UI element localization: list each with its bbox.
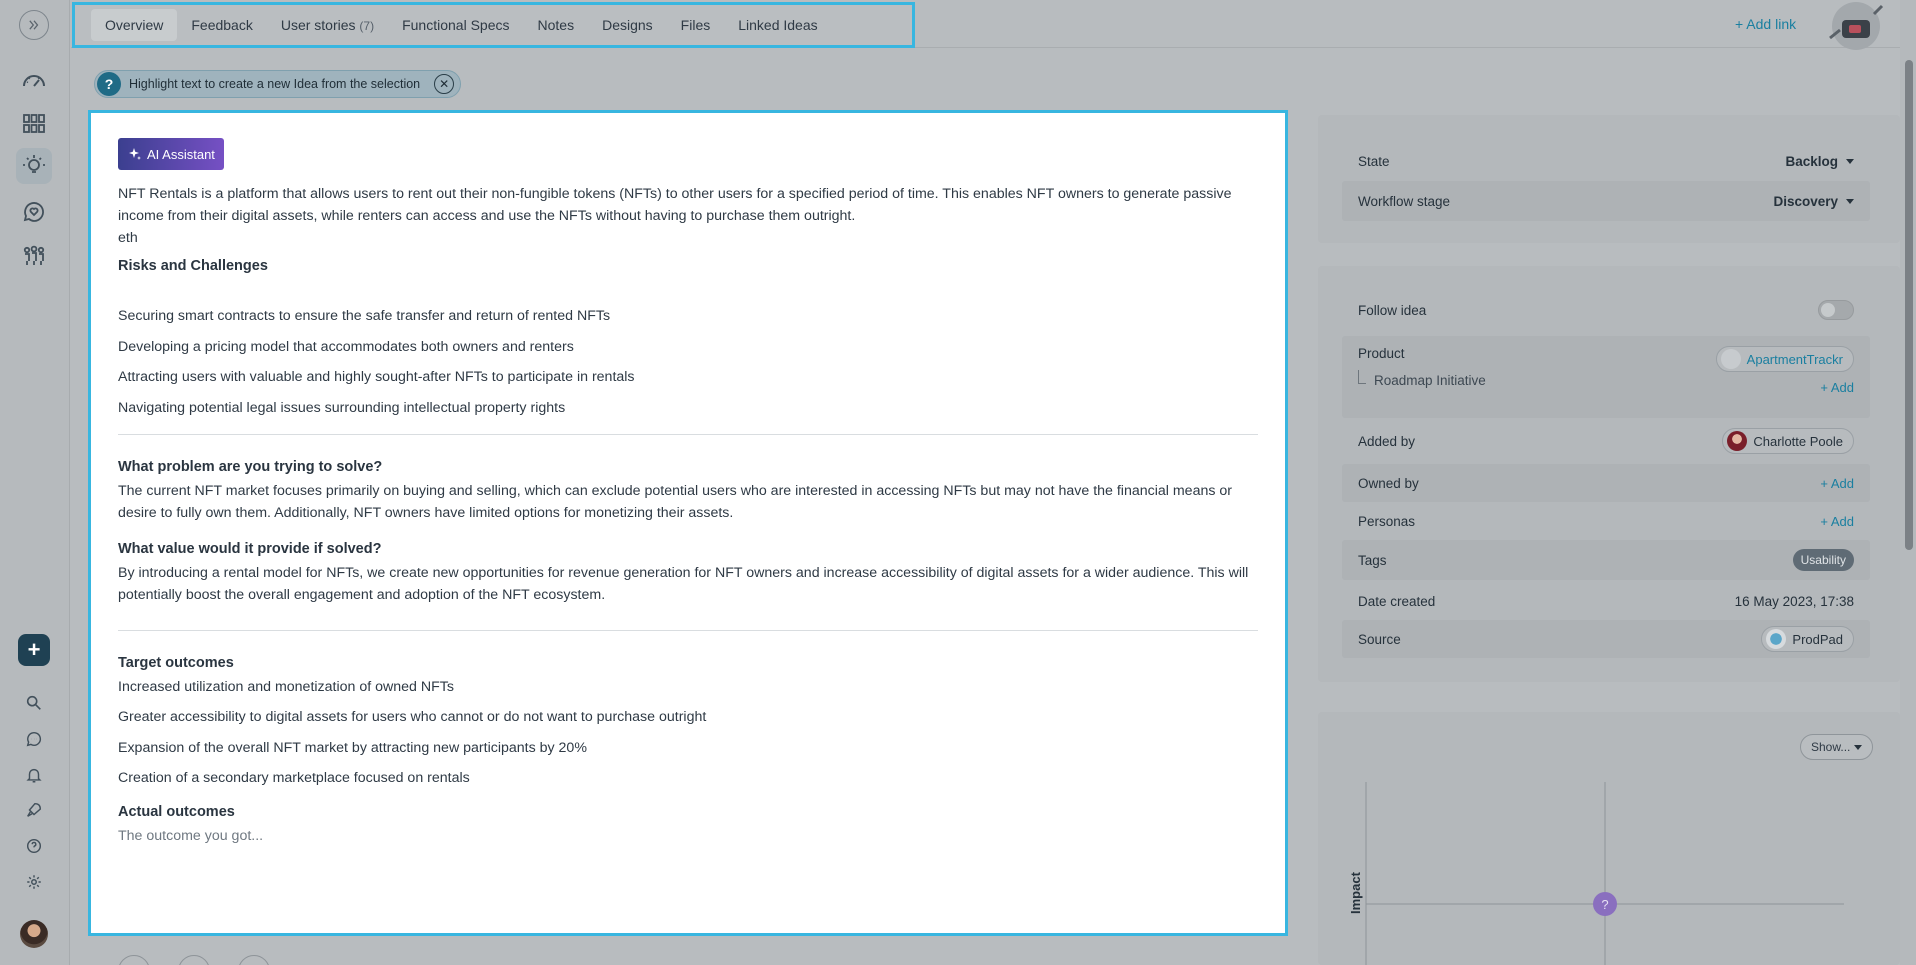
tags-row (1342, 540, 1870, 580)
scrollbar-thumb[interactable] (1905, 60, 1913, 550)
added-by-chip[interactable] (1722, 428, 1854, 454)
follow-label: Follow idea (1358, 302, 1427, 318)
bell-icon[interactable] (16, 757, 52, 793)
help-icon[interactable] (16, 828, 52, 864)
tab-bar (72, 2, 915, 48)
source-label: Source (1358, 631, 1401, 647)
tab-label: User stories (280, 17, 356, 33)
ai-assistant-label: AI Assistant (147, 146, 215, 162)
add-owner-button[interactable]: + Add (1820, 475, 1854, 491)
targets-list (118, 676, 1258, 790)
list-item: Creation of a secondary marketplace focused on rentals (118, 770, 470, 786)
product-labels (1358, 346, 1486, 388)
rocket-icon[interactable] (16, 792, 52, 828)
idea-marker-label: ? (1601, 897, 1609, 912)
hint-text: Highlight text to create a new Idea from the selection (129, 77, 421, 91)
idea-description: NFT Rentals is a platform that allows users to rent out their non-fungible tokens (NFTs) to other users for a specified period of time. This enables NFT owners to generate passive income from their digital assets, while renters can access and use the NFTs without having to purchase them outright. (118, 186, 1232, 224)
caret-down-icon (1854, 745, 1862, 750)
workflow-dropdown[interactable] (1773, 194, 1854, 209)
dashboard-icon[interactable] (16, 63, 52, 99)
add-persona-button[interactable]: + Add (1820, 513, 1854, 529)
extra-line: eth (118, 230, 138, 246)
list-item: Navigating potential legal issues surrounding intellectual property rights (118, 399, 566, 416)
workflow-value: Discovery (1773, 193, 1838, 209)
impact-effort-chart (1342, 780, 1872, 965)
date-row (1342, 582, 1870, 620)
tag-badge[interactable]: Usability (1793, 549, 1854, 571)
tab-user-stories[interactable] (267, 9, 388, 41)
car-icon (1721, 349, 1741, 369)
left-rail (0, 0, 70, 965)
follow-row (1342, 292, 1870, 328)
list-item: Developing a pricing model that accommodates both owners and renters (118, 338, 574, 355)
problem-text: The current NFT market focuses primarily on buying and selling, which can exclude potential users who are interested in accessing NFTs but may not have the financial means or desire to fully own them. Additionally, NFT owners have limited options for monetizing their assets. (118, 482, 1233, 521)
tab-designs[interactable]: Designs (602, 17, 653, 33)
tab-count: (7) (359, 19, 375, 33)
idea-editor[interactable] (88, 110, 1288, 936)
list-item: Securing smart contracts to ensure the safe transfer and return of rented NFTs (118, 308, 611, 324)
tab-notes[interactable]: Notes (537, 17, 575, 33)
divider (118, 630, 1258, 631)
divider (118, 434, 1258, 435)
added-by-value: Charlotte Poole (1753, 433, 1843, 449)
expand-icon[interactable] (19, 10, 49, 40)
added-by-row (1342, 420, 1870, 462)
tree-connector (1358, 370, 1366, 384)
state-value: Backlog (1785, 153, 1838, 169)
state-label: State (1358, 153, 1390, 169)
grid-icon[interactable] (16, 106, 52, 142)
hint-banner (94, 70, 461, 98)
prodpad-logo-icon (1766, 629, 1786, 649)
personas-row (1342, 502, 1870, 540)
settings-icon[interactable] (16, 864, 52, 900)
avatar[interactable] (16, 916, 52, 952)
value-heading: What value would it provide if solved? (118, 540, 382, 557)
list-item: Expansion of the overall NFT market by attracting new participants by 20% (118, 739, 587, 756)
show-label: Show... (1811, 740, 1851, 754)
help-icon: ? (97, 72, 121, 96)
lightbulb-icon[interactable] (16, 148, 52, 184)
source-row (1342, 620, 1870, 658)
add-link-button[interactable]: + Add link (1735, 16, 1797, 32)
follow-toggle[interactable] (1818, 300, 1854, 320)
problem-heading: What problem are you trying to solve? (118, 458, 383, 475)
personas-label: Personas (1358, 513, 1416, 529)
state-row (1342, 143, 1870, 179)
status-panel (1318, 115, 1900, 243)
add-initiative-button[interactable]: + Add (1820, 380, 1854, 395)
list-item: Attracting users with valuable and highly sought-after NFTs to participate in rentals (118, 369, 635, 385)
y-axis-label: Impact (1348, 872, 1363, 914)
added-by-label: Added by (1358, 433, 1416, 449)
date-value: 16 May 2023, 17:38 (1734, 593, 1854, 609)
product-values (1716, 346, 1854, 395)
chat-icon[interactable] (16, 721, 52, 757)
list-item: Increased utilization and monetization of owned NFTs (118, 678, 454, 695)
date-label: Date created (1358, 593, 1436, 609)
actual-heading: Actual outcomes (118, 804, 235, 820)
risks-heading: Risks and Challenges (118, 258, 268, 274)
value-text: By introducing a rental model for NFTs, we create new opportunities for revenue generation for NFT owners and increase accessibility of digital assets for a wider audience. This will potentially boost the overall engagement and adoption of the NFT ecosystem. (118, 564, 1249, 603)
product-label: Product (1358, 346, 1405, 361)
tab-files[interactable]: Files (680, 17, 711, 33)
feedback-icon[interactable] (16, 194, 52, 230)
tab-functional-specs[interactable]: Functional Specs (402, 17, 510, 33)
workflow-row (1342, 181, 1870, 221)
show-dropdown[interactable] (1800, 734, 1873, 760)
list-item: Greater accessibility to digital assets for users who cannot or do not want to purchase outright (118, 709, 707, 725)
tags-label: Tags (1358, 552, 1387, 568)
top-bar (71, 0, 1900, 48)
risks-list (118, 305, 1258, 419)
state-dropdown[interactable] (1785, 154, 1854, 169)
source-value: ProdPad (1792, 631, 1843, 647)
target-heading: Target outcomes (118, 654, 234, 671)
search-icon[interactable] (16, 685, 52, 721)
plus-icon[interactable]: + (18, 634, 50, 666)
caret-down-icon (1846, 159, 1854, 164)
robot-assistant-icon[interactable] (1822, 0, 1886, 56)
product-row (1342, 336, 1870, 418)
tab-overview[interactable]: Overview (91, 9, 177, 41)
tab-feedback[interactable]: Feedback (191, 17, 253, 33)
owned-by-row (1342, 464, 1870, 502)
details-panel (1318, 266, 1900, 682)
initiative-label-row (1358, 373, 1486, 388)
actual-outcomes-placeholder[interactable]: The outcome you got... (118, 828, 264, 844)
people-icon[interactable] (16, 238, 52, 274)
product-chip[interactable] (1716, 346, 1854, 372)
source-chip[interactable] (1761, 626, 1854, 652)
caret-down-icon (1846, 199, 1854, 204)
product-value: ApartmentTrackr (1746, 351, 1843, 367)
tab-linked-ideas[interactable]: Linked Ideas (738, 17, 818, 33)
close-icon[interactable]: ✕ (434, 74, 454, 94)
workflow-label: Workflow stage (1358, 193, 1451, 209)
ai-assistant-button[interactable] (118, 138, 224, 170)
avatar (1727, 431, 1747, 451)
editor-footer (88, 936, 1288, 965)
owned-by-label: Owned by (1358, 475, 1419, 491)
sparkle-icon (127, 147, 141, 161)
initiative-label: Roadmap Initiative (1374, 373, 1486, 388)
